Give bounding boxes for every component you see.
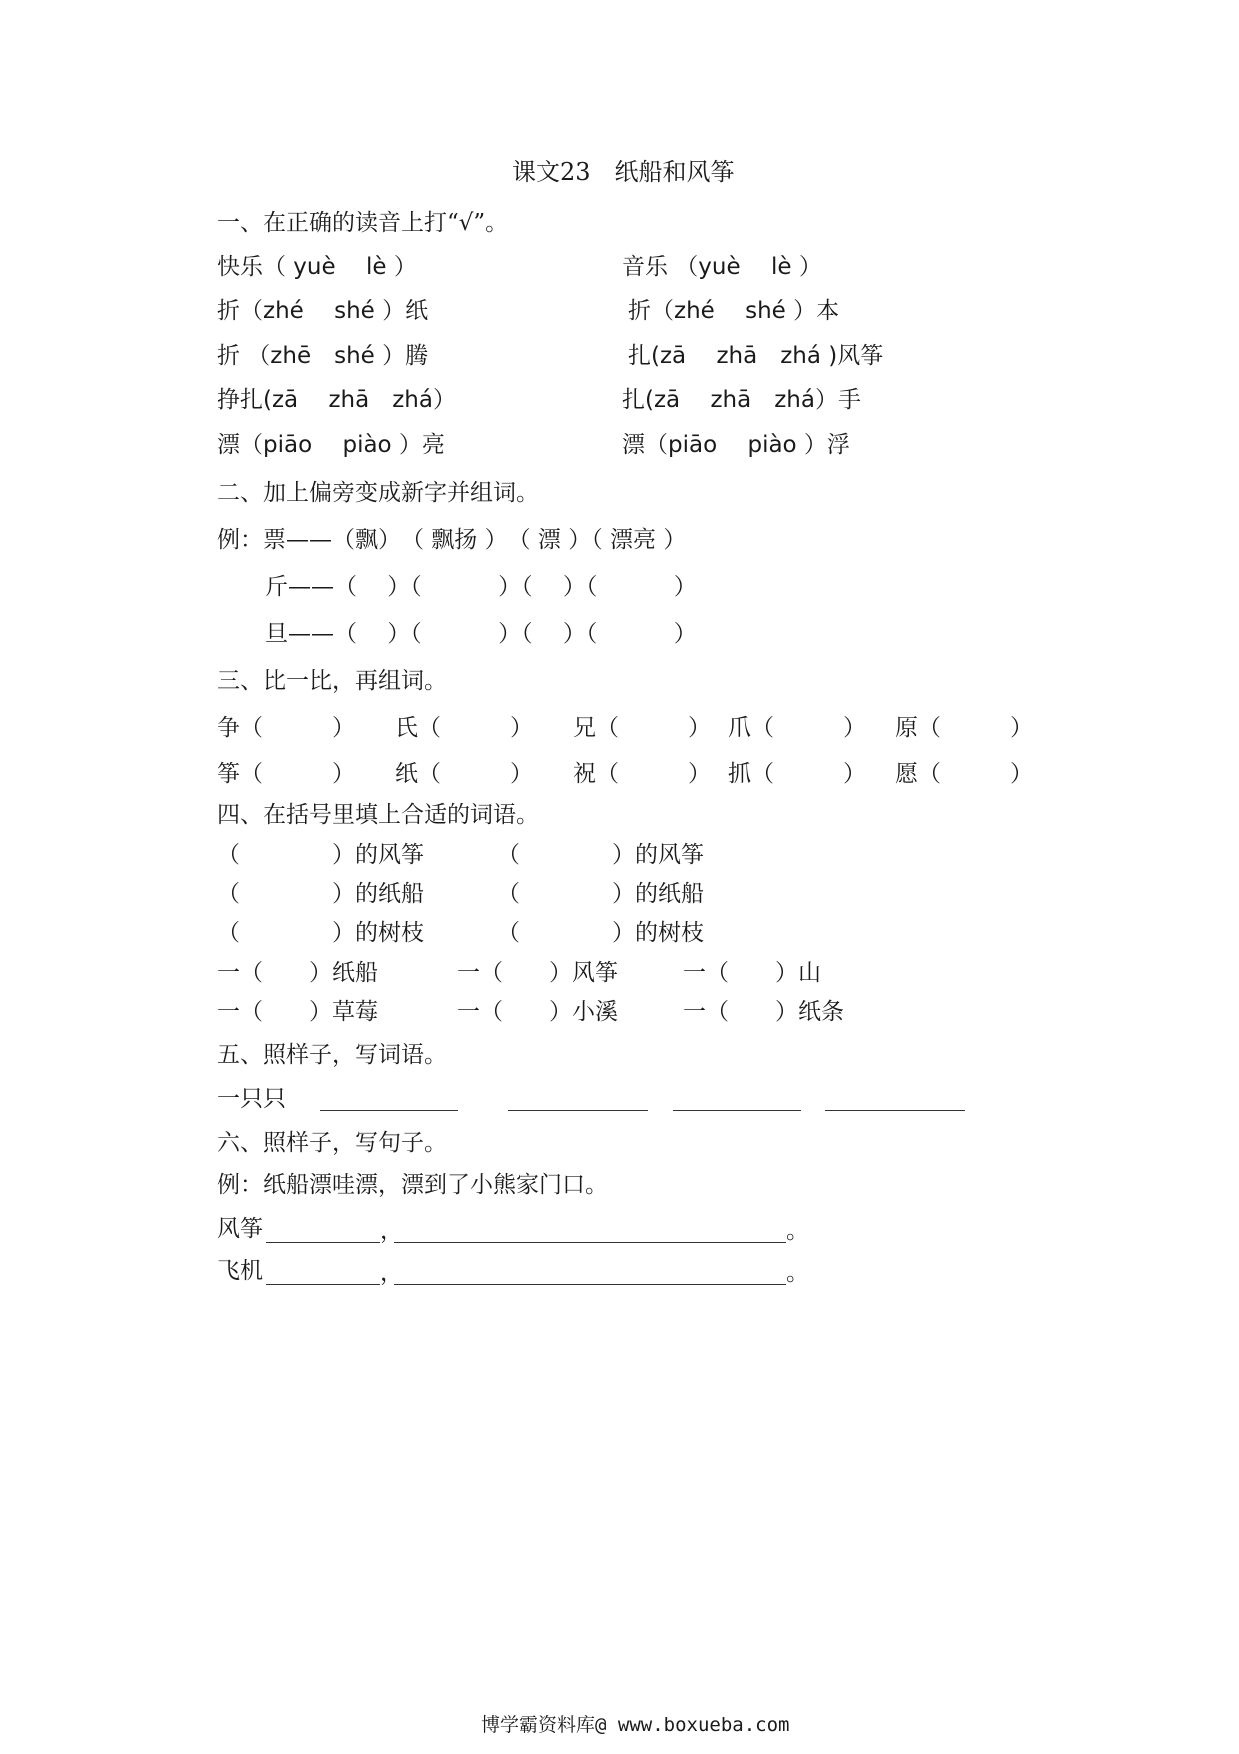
section3-heading: 三、比一比，再组词。	[217, 668, 447, 694]
measure-word-item: 一（ ）纸船	[217, 960, 378, 986]
section6-heading: 六、照样子，写句子。	[217, 1130, 447, 1156]
answer-line[interactable]	[266, 1242, 380, 1243]
answer-line[interactable]	[508, 1110, 648, 1111]
compare-item: 筝（ ）	[217, 761, 355, 787]
answer-line[interactable]	[394, 1242, 786, 1243]
answer-line[interactable]	[266, 1284, 380, 1285]
measure-word-item: 一（ ）山	[683, 960, 821, 986]
section2-heading: 二、加上偏旁变成新字并组词。	[217, 480, 539, 506]
pinyin-item: 折（zhé shé ）纸	[217, 298, 429, 324]
pinyin-item: 扎(zā zhā zhá）手	[622, 387, 861, 413]
pinyin-item: 音乐 （yuè lè ）	[622, 254, 822, 280]
fill-phrase: （ ）的树枝	[217, 920, 424, 946]
fill-phrase: （ ）的树枝	[497, 920, 704, 946]
period: 。	[786, 1218, 809, 1244]
compare-item: 爪（ ）	[728, 715, 866, 741]
measure-word-item: 一（ ）小溪	[457, 999, 618, 1025]
answer-line[interactable]	[394, 1284, 786, 1285]
compare-item: 愿（ ）	[895, 761, 1033, 787]
period: 。	[786, 1260, 809, 1286]
sentence-start: 风筝	[217, 1216, 263, 1242]
answer-line[interactable]	[673, 1110, 801, 1111]
compare-item: 抓（ ）	[728, 761, 866, 787]
pinyin-item: 折（zhé shé ）本	[628, 298, 840, 324]
compare-item: 兄（ ）	[573, 715, 711, 741]
compare-item: 纸（ ）	[395, 761, 533, 787]
answer-line[interactable]	[320, 1110, 458, 1111]
radical-exercise-row: 旦——（ ）（ ）（ ）（ ）	[265, 621, 697, 647]
sentence-start: 飞机	[217, 1258, 263, 1284]
pinyin-item: 漂（piāo piào ）亮	[217, 432, 445, 458]
section5-example: 一只只	[217, 1086, 286, 1112]
radical-exercise-row: 斤——（ ）（ ）（ ）（ ）	[265, 574, 697, 600]
section1-heading: 一、在正确的读音上打“√”。	[217, 210, 509, 236]
fill-phrase: （ ）的风筝	[217, 842, 424, 868]
measure-word-item: 一（ ）风筝	[457, 960, 618, 986]
section2-example: 例：票——（飘） （ 飘扬 ） （ 漂 ）（ 漂亮 ）	[217, 527, 687, 553]
page-title: 课文23 纸船和风筝	[512, 158, 735, 186]
section6-example: 例：纸船漂哇漂，漂到了小熊家门口。	[217, 1172, 608, 1198]
comma: ，	[380, 1218, 403, 1244]
pinyin-item: 扎(zā zhā zhá )风筝	[628, 343, 884, 369]
compare-item: 争（ ）	[217, 715, 355, 741]
measure-word-item: 一（ ）纸条	[683, 999, 844, 1025]
section4-heading: 四、在括号里填上合适的词语。	[217, 802, 539, 828]
compare-item: 氏（ ）	[395, 715, 533, 741]
pinyin-item: 漂（piāo piào ）浮	[622, 432, 850, 458]
section5-heading: 五、照样子，写词语。	[217, 1042, 447, 1068]
compare-item: 原（ ）	[895, 715, 1033, 741]
fill-phrase: （ ）的风筝	[497, 842, 704, 868]
fill-phrase: （ ）的纸船	[217, 881, 424, 907]
pinyin-item: 折 （zhē shé ）腾	[217, 343, 429, 369]
fill-phrase: （ ）的纸船	[497, 881, 704, 907]
compare-item: 祝（ ）	[573, 761, 711, 787]
measure-word-item: 一（ ）草莓	[217, 999, 378, 1025]
comma: ，	[380, 1260, 403, 1286]
pinyin-item: 快乐（ yuè lè ）	[217, 254, 417, 280]
footer-watermark: 博学霸资料库@ www.boxueba.com	[481, 1714, 790, 1736]
answer-line[interactable]	[825, 1110, 965, 1111]
pinyin-item: 挣扎(zā zhā zhá）	[217, 387, 456, 413]
